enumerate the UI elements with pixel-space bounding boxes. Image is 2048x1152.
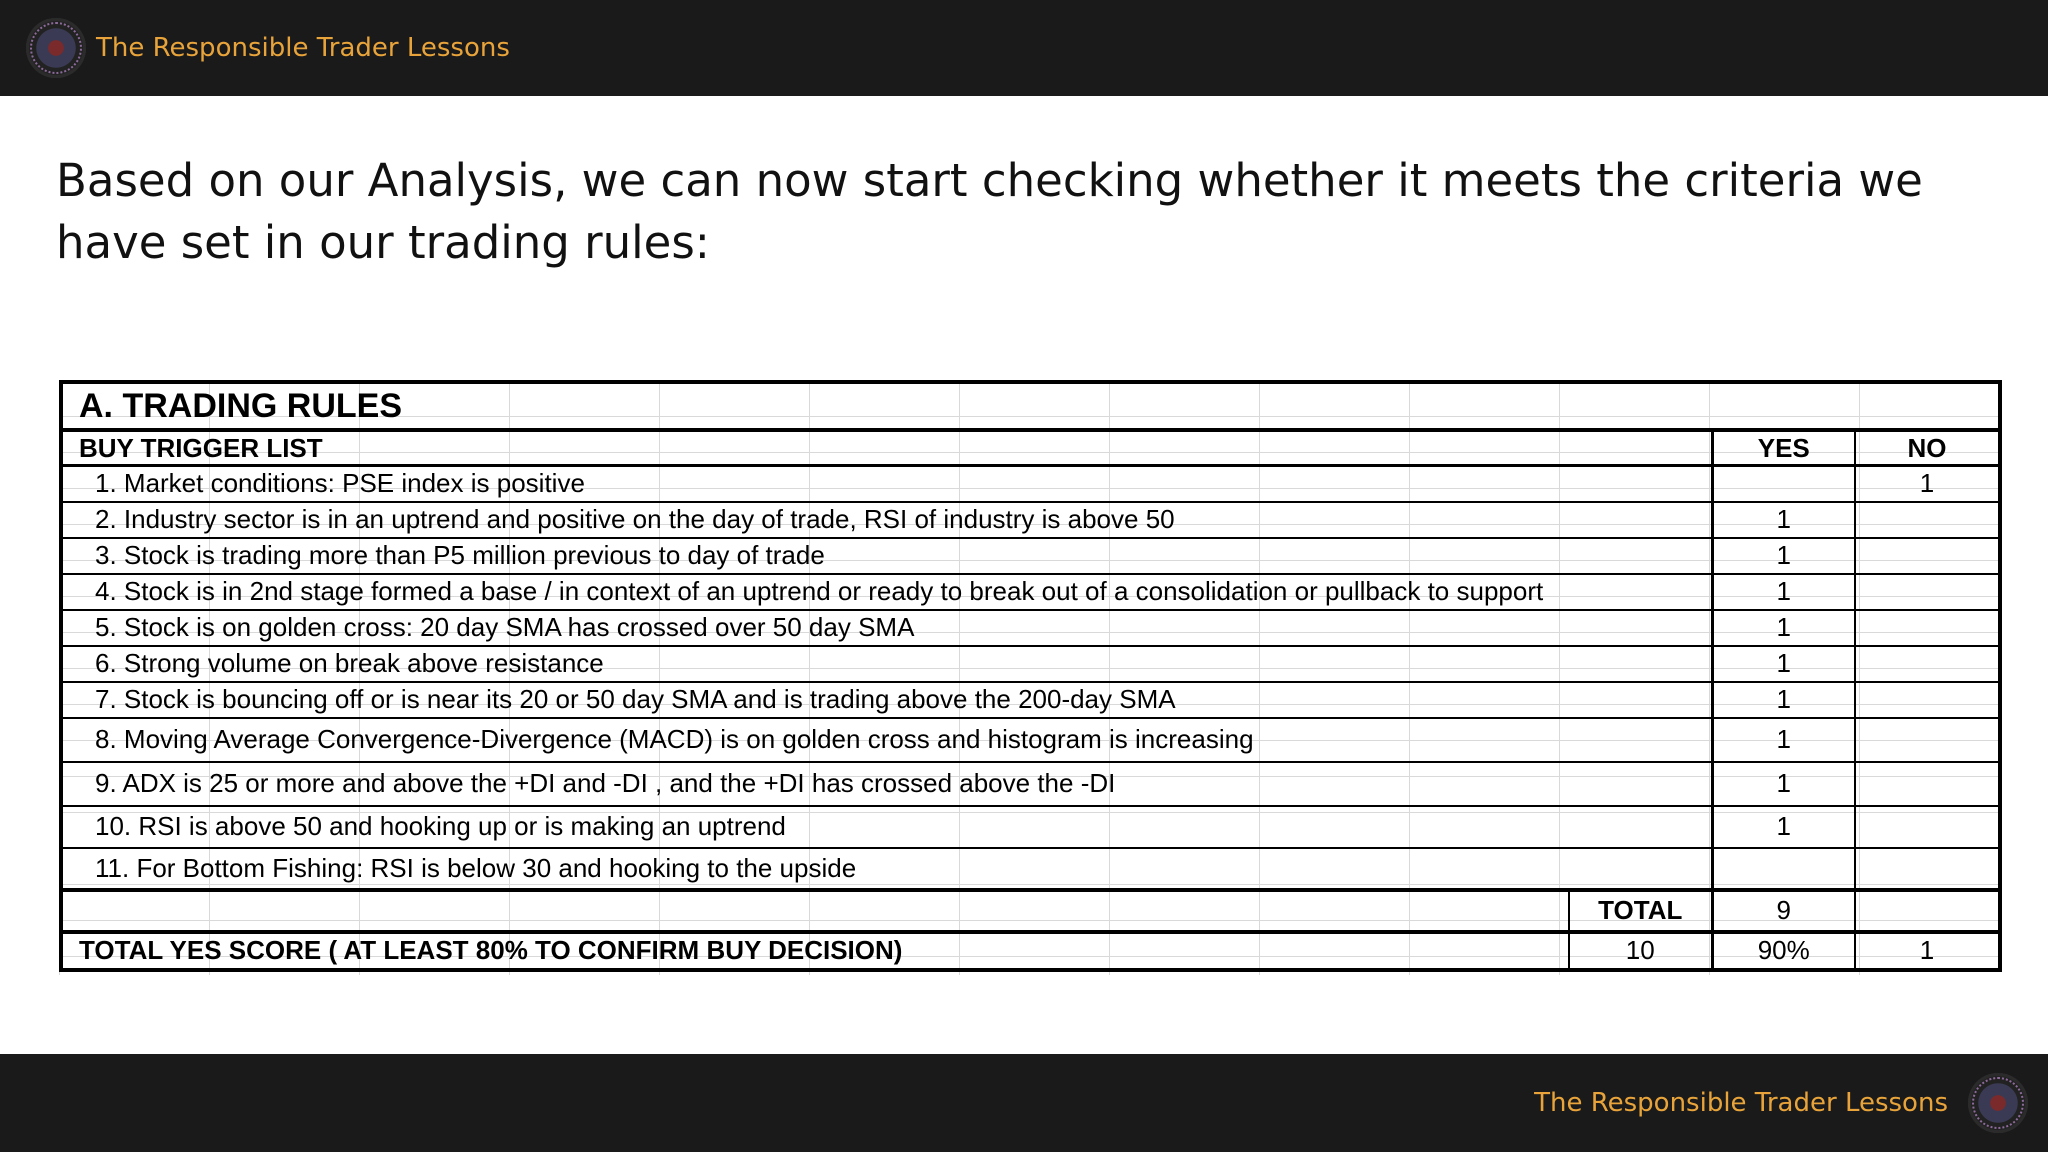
table-header-row [61,430,2000,466]
rule-yes-value: 1 [1712,762,1855,806]
section-label: BUY TRIGGER LIST [61,430,1712,466]
rule-yes-value: 1 [1712,806,1855,848]
rule-no-value [1855,574,2000,610]
rule-no-value [1855,848,2000,890]
rule-no-value [1855,806,2000,848]
total-row [61,890,2000,932]
column-header-no: NO [1855,430,2000,466]
total-no-value [1855,890,2000,932]
total-label: TOTAL [1569,890,1712,932]
trader-logo-icon [26,18,86,78]
footer-title: The Responsible Trader Lessons [1534,1088,1948,1118]
trader-logo-icon [1968,1073,2028,1133]
score-row [61,932,2000,970]
rule-no-value [1855,538,2000,574]
total-blank-cell [61,890,1569,932]
rule-yes-value: 1 [1712,718,1855,762]
bottom-bar [0,1054,2048,1152]
total-yes-value: 9 [1712,890,1855,932]
rule-no-value [1855,502,2000,538]
rule-text: 11. For Bottom Fishing: RSI is below 30 and hooking to the upside [61,848,1712,890]
rule-yes-value [1712,848,1855,890]
table-row [61,682,2000,718]
table-title: A. TRADING RULES [61,382,2000,430]
rule-no-value: 1 [1855,466,2000,502]
rule-no-value [1855,646,2000,682]
score-label: TOTAL YES SCORE ( AT LEAST 80% TO CONFIRM BUY DECISION) [61,932,1569,970]
rule-yes-value: 1 [1712,682,1855,718]
table-row [61,574,2000,610]
table-row [61,502,2000,538]
rule-text: 1. Market conditions: PSE index is positive [61,466,1712,502]
column-header-yes: YES [1712,430,1855,466]
rule-yes-value: 1 [1712,574,1855,610]
rule-text: 6. Strong volume on break above resistance [61,646,1712,682]
trading-rules-table [59,380,2002,972]
rule-no-value [1855,682,2000,718]
rule-text: 2. Industry sector is in an uptrend and positive on the day of trade, RSI of industry is above 50 [61,502,1712,538]
rule-no-value [1855,610,2000,646]
table-row [61,610,2000,646]
header-title: The Responsible Trader Lessons [96,33,510,63]
rule-yes-value: 1 [1712,610,1855,646]
table-row [61,466,2000,502]
rule-text: 9. ADX is 25 or more and above the +DI and -DI , and the +DI has crossed above the -DI [61,762,1712,806]
rule-yes-value [1712,466,1855,502]
top-bar [0,0,2048,96]
table-row [61,806,2000,848]
score-no: 1 [1855,932,2000,970]
table-row [61,718,2000,762]
slide-heading: Based on our Analysis, we can now start checking whether it meets the criteria we have set in our trading rules: [56,154,1923,269]
table-row [61,848,2000,890]
rule-no-value [1855,762,2000,806]
rule-text: 4. Stock is in 2nd stage formed a base / in context of an uptrend or ready to break out of a consolidation or pullback to support [61,574,1712,610]
rule-text: 5. Stock is on golden cross: 20 day SMA has crossed over 50 day SMA [61,610,1712,646]
rule-text: 8. Moving Average Convergence-Divergence (MACD) is on golden cross and histogram is increasing [61,718,1712,762]
rule-yes-value: 1 [1712,538,1855,574]
score-percent: 90% [1712,932,1855,970]
rule-text: 10. RSI is above 50 and hooking up or is making an uptrend [61,806,1712,848]
rule-yes-value: 1 [1712,502,1855,538]
table-row [61,646,2000,682]
rule-text: 7. Stock is bouncing off or is near its 20 or 50 day SMA and is trading above the 200-day SMA [61,682,1712,718]
rule-no-value [1855,718,2000,762]
rule-text: 3. Stock is trading more than P5 million previous to day of trade [61,538,1712,574]
rule-yes-value: 1 [1712,646,1855,682]
table-row [61,762,2000,806]
score-count: 10 [1569,932,1712,970]
table-title-row [61,382,2000,430]
table-row [61,538,2000,574]
